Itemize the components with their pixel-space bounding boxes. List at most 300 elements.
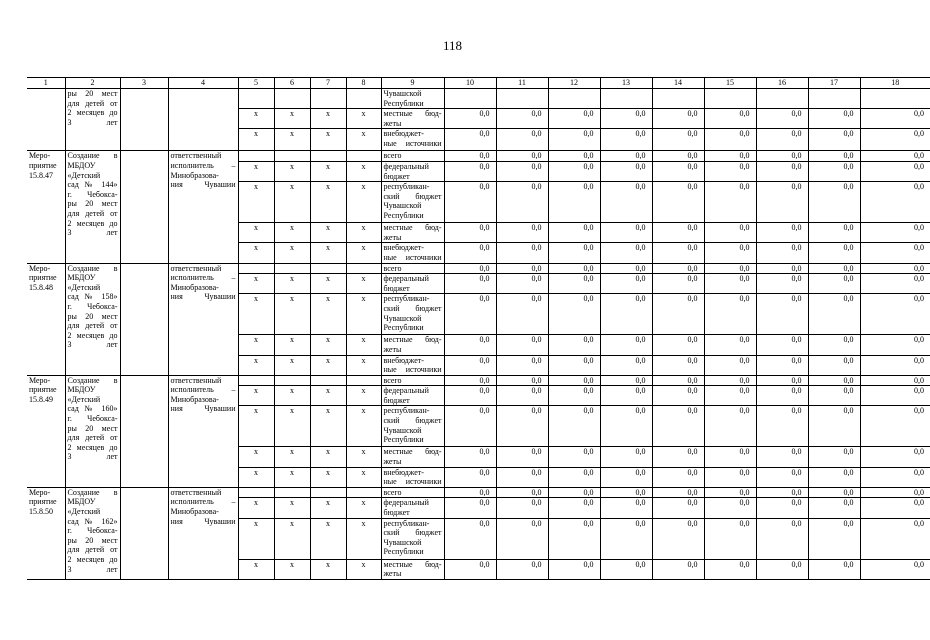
measure-name: Создание в МБДОУ «Детский сад № 144» г. Чебокса- ры 20 мест для детей от 2 месяцев до 3 лет [65,151,120,263]
amount-cell-18: 0,0 [860,375,930,386]
code-cell-7: x [310,335,346,355]
amount-cell-14: 0,0 [652,467,704,487]
deadline-cell [120,263,168,375]
measure-id: Меро- приятие 15.8.50 [27,487,65,579]
amount-cell-11: 0,0 [496,129,548,151]
amount-cell-10: 0,0 [444,294,496,335]
code-cell-7 [310,89,346,109]
amount-cell-12: 0,0 [548,151,600,162]
amount-cell-13: 0,0 [600,129,652,151]
amount-cell-17: 0,0 [808,406,860,447]
code-cell-7: x [310,294,346,335]
amount-cell-18: 0,0 [860,518,930,559]
code-cell-6: x [274,498,310,518]
code-cell-6: x [274,406,310,447]
amount-cell-11: 0,0 [496,109,548,129]
amount-cell-15: 0,0 [704,355,756,375]
amount-cell-17: 0,0 [808,386,860,406]
funding-source: всего [381,487,444,498]
budget-table-body [27,78,930,580]
deadline-cell [120,89,168,151]
amount-cell-13: 0,0 [600,294,652,335]
amount-cell-15 [704,89,756,109]
funding-source: внебюджет- ные источники [381,129,444,151]
amount-cell-15: 0,0 [704,487,756,498]
amount-cell-16: 0,0 [756,406,808,447]
amount-cell-16: 0,0 [756,129,808,151]
code-cell-6 [274,263,310,274]
amount-cell-10: 0,0 [444,518,496,559]
amount-cell-16: 0,0 [756,386,808,406]
code-cell-8: x [346,467,381,487]
code-cell-6: x [274,109,310,129]
amount-cell-12: 0,0 [548,129,600,151]
amount-cell-13: 0,0 [600,161,652,181]
amount-cell-12: 0,0 [548,355,600,375]
code-cell-5: x [238,294,274,335]
measure-id [27,89,65,151]
amount-cell-18: 0,0 [860,223,930,243]
amount-cell-10: 0,0 [444,151,496,162]
code-cell-5: x [238,109,274,129]
code-cell-6: x [274,182,310,223]
amount-cell-18: 0,0 [860,263,930,274]
amount-cell-14: 0,0 [652,355,704,375]
code-cell-7: x [310,447,346,467]
code-cell-7: x [310,129,346,151]
amount-cell-10: 0,0 [444,129,496,151]
amount-cell-15: 0,0 [704,406,756,447]
amount-cell-14: 0,0 [652,487,704,498]
amount-cell-14: 0,0 [652,335,704,355]
amount-cell-14 [652,89,704,109]
amount-cell-18: 0,0 [860,243,930,263]
amount-cell-10: 0,0 [444,355,496,375]
code-cell-7: x [310,498,346,518]
amount-cell-17: 0,0 [808,447,860,467]
code-cell-8: x [346,386,381,406]
amount-cell-12: 0,0 [548,406,600,447]
code-cell-5 [238,487,274,498]
code-cell-7: x [310,467,346,487]
amount-cell-14: 0,0 [652,243,704,263]
amount-cell-12: 0,0 [548,182,600,223]
amount-cell-16: 0,0 [756,274,808,294]
amount-cell-16: 0,0 [756,447,808,467]
amount-cell-11: 0,0 [496,406,548,447]
amount-cell-10: 0,0 [444,467,496,487]
amount-cell-11: 0,0 [496,375,548,386]
amount-cell-11: 0,0 [496,386,548,406]
code-cell-6: x [274,335,310,355]
amount-cell-15: 0,0 [704,498,756,518]
table-row [27,151,930,162]
executor: ответственный исполнитель – Минобразова- ния Чувашии [168,375,238,487]
amount-cell-15: 0,0 [704,447,756,467]
code-cell-5: x [238,386,274,406]
amount-cell-14: 0,0 [652,129,704,151]
code-cell-8: x [346,447,381,467]
amount-cell-13: 0,0 [600,498,652,518]
code-cell-6 [274,487,310,498]
code-cell-5 [238,151,274,162]
executor: ответственный исполнитель – Минобразова- ния Чувашии [168,151,238,263]
amount-cell-12: 0,0 [548,386,600,406]
amount-cell-12: 0,0 [548,487,600,498]
measure-name: Создание в МБДОУ «Детский сад № 160» г. Чебокса- ры 20 мест для детей от 2 месяцев до 3 лет [65,375,120,487]
amount-cell-18: 0,0 [860,498,930,518]
column-header-15: 15 [704,78,756,89]
amount-cell-17: 0,0 [808,274,860,294]
code-cell-5: x [238,223,274,243]
amount-cell-14: 0,0 [652,109,704,129]
amount-cell-15: 0,0 [704,129,756,151]
code-cell-6 [274,151,310,162]
funding-source: местные бюд- жеты [381,447,444,467]
column-header-8: 8 [346,78,381,89]
code-cell-7: x [310,223,346,243]
code-cell-8: x [346,335,381,355]
amount-cell-15: 0,0 [704,559,756,579]
amount-cell-18: 0,0 [860,355,930,375]
funding-source: федеральный бюджет [381,386,444,406]
column-header-1: 1 [27,78,65,89]
column-header-3: 3 [120,78,168,89]
budget-table-container [27,77,924,580]
column-header-2: 2 [65,78,120,89]
amount-cell-16: 0,0 [756,182,808,223]
amount-cell-17: 0,0 [808,223,860,243]
code-cell-5: x [238,182,274,223]
code-cell-8: x [346,406,381,447]
amount-cell-16: 0,0 [756,294,808,335]
code-cell-5: x [238,274,274,294]
amount-cell-17: 0,0 [808,151,860,162]
amount-cell-10: 0,0 [444,375,496,386]
code-cell-8 [346,487,381,498]
column-header-4: 4 [168,78,238,89]
code-cell-8: x [346,294,381,335]
code-cell-8 [346,151,381,162]
code-cell-7: x [310,386,346,406]
amount-cell-10: 0,0 [444,109,496,129]
amount-cell-18: 0,0 [860,386,930,406]
amount-cell-14: 0,0 [652,498,704,518]
amount-cell-13: 0,0 [600,355,652,375]
amount-cell-13: 0,0 [600,182,652,223]
funding-source: всего [381,375,444,386]
code-cell-8 [346,375,381,386]
amount-cell-11: 0,0 [496,151,548,162]
page-number: 118 [442,38,463,53]
funding-source: республикан- ский бюджет Чувашской Республики [381,518,444,559]
amount-cell-11: 0,0 [496,161,548,181]
code-cell-6: x [274,223,310,243]
column-header-9: 9 [381,78,444,89]
code-cell-6: x [274,129,310,151]
measure-name: ры 20 мест для детей от 2 месяцев до 3 лет [65,89,120,151]
amount-cell-18: 0,0 [860,161,930,181]
amount-cell-13: 0,0 [600,151,652,162]
code-cell-7 [310,151,346,162]
code-cell-5: x [238,447,274,467]
amount-cell-18: 0,0 [860,487,930,498]
amount-cell-17: 0,0 [808,487,860,498]
funding-source: республикан- ский бюджет Чувашской Республики [381,406,444,447]
column-header-18: 18 [860,78,930,89]
code-cell-8: x [346,559,381,579]
amount-cell-16: 0,0 [756,263,808,274]
code-cell-7: x [310,518,346,559]
amount-cell-14: 0,0 [652,406,704,447]
code-cell-6: x [274,518,310,559]
funding-source: внебюджет- ные источники [381,467,444,487]
amount-cell-14: 0,0 [652,294,704,335]
amount-cell-14: 0,0 [652,151,704,162]
code-cell-6: x [274,467,310,487]
amount-cell-10 [444,89,496,109]
budget-table [27,77,930,580]
amount-cell-10: 0,0 [444,182,496,223]
funding-source: местные бюд- жеты [381,335,444,355]
code-cell-7 [310,263,346,274]
code-cell-6 [274,89,310,109]
funding-source: Чувашской Республики [381,89,444,109]
code-cell-8: x [346,498,381,518]
column-header-17: 17 [808,78,860,89]
amount-cell-18: 0,0 [860,335,930,355]
executor [168,89,238,151]
amount-cell-13: 0,0 [600,335,652,355]
code-cell-8: x [346,518,381,559]
deadline-cell [120,151,168,263]
amount-cell-10: 0,0 [444,406,496,447]
amount-cell-14: 0,0 [652,263,704,274]
amount-cell-13: 0,0 [600,263,652,274]
amount-cell-11: 0,0 [496,223,548,243]
amount-cell-17: 0,0 [808,182,860,223]
amount-cell-14: 0,0 [652,518,704,559]
amount-cell-15: 0,0 [704,274,756,294]
amount-cell-12: 0,0 [548,559,600,579]
measure-id: Меро- приятие 15.8.47 [27,151,65,263]
funding-source: местные бюд- жеты [381,559,444,579]
amount-cell-12: 0,0 [548,335,600,355]
amount-cell-16: 0,0 [756,243,808,263]
amount-cell-11: 0,0 [496,559,548,579]
amount-cell-16: 0,0 [756,375,808,386]
amount-cell-12: 0,0 [548,161,600,181]
amount-cell-12: 0,0 [548,447,600,467]
amount-cell-10: 0,0 [444,386,496,406]
amount-cell-14: 0,0 [652,386,704,406]
amount-cell-18: 0,0 [860,447,930,467]
column-header-14: 14 [652,78,704,89]
amount-cell-17: 0,0 [808,243,860,263]
amount-cell-12: 0,0 [548,109,600,129]
amount-cell-18: 0,0 [860,151,930,162]
amount-cell-15: 0,0 [704,161,756,181]
amount-cell-16: 0,0 [756,518,808,559]
code-cell-5: x [238,467,274,487]
amount-cell-13 [600,89,652,109]
amount-cell-18: 0,0 [860,182,930,223]
amount-cell-17: 0,0 [808,518,860,559]
code-cell-5 [238,375,274,386]
code-cell-8: x [346,243,381,263]
code-cell-7: x [310,243,346,263]
amount-cell-13: 0,0 [600,559,652,579]
amount-cell-13: 0,0 [600,223,652,243]
amount-cell-11: 0,0 [496,498,548,518]
amount-cell-14: 0,0 [652,274,704,294]
amount-cell-18: 0,0 [860,294,930,335]
deadline-cell [120,487,168,579]
code-cell-6: x [274,243,310,263]
code-cell-7: x [310,406,346,447]
amount-cell-10: 0,0 [444,223,496,243]
amount-cell-13: 0,0 [600,386,652,406]
amount-cell-10: 0,0 [444,263,496,274]
amount-cell-16: 0,0 [756,559,808,579]
code-cell-5: x [238,335,274,355]
amount-cell-12: 0,0 [548,243,600,263]
amount-cell-10: 0,0 [444,243,496,263]
code-cell-7 [310,487,346,498]
amount-cell-11 [496,89,548,109]
funding-source: внебюджет- ные источники [381,355,444,375]
code-cell-5 [238,263,274,274]
code-cell-7: x [310,182,346,223]
amount-cell-14: 0,0 [652,447,704,467]
amount-cell-16: 0,0 [756,151,808,162]
amount-cell-13: 0,0 [600,243,652,263]
executor: ответственный исполнитель – Минобразова- ния Чувашии [168,263,238,375]
column-header-7: 7 [310,78,346,89]
code-cell-6: x [274,274,310,294]
amount-cell-15: 0,0 [704,386,756,406]
amount-cell-15: 0,0 [704,375,756,386]
amount-cell-15: 0,0 [704,263,756,274]
amount-cell-15: 0,0 [704,518,756,559]
amount-cell-15: 0,0 [704,182,756,223]
amount-cell-11: 0,0 [496,243,548,263]
amount-cell-10: 0,0 [444,447,496,467]
amount-cell-12: 0,0 [548,263,600,274]
code-cell-7: x [310,355,346,375]
amount-cell-15: 0,0 [704,223,756,243]
amount-cell-18 [860,89,930,109]
measure-name: Создание в МБДОУ «Детский сад № 162» г. Чебокса- ры 20 мест для детей от 2 месяцев до 3 лет [65,487,120,579]
amount-cell-14: 0,0 [652,559,704,579]
amount-cell-17: 0,0 [808,335,860,355]
code-cell-7: x [310,161,346,181]
amount-cell-14: 0,0 [652,182,704,223]
table-row [27,89,930,109]
amount-cell-16: 0,0 [756,161,808,181]
code-cell-5: x [238,406,274,447]
amount-cell-17: 0,0 [808,109,860,129]
amount-cell-11: 0,0 [496,263,548,274]
amount-cell-17: 0,0 [808,498,860,518]
amount-cell-18: 0,0 [860,109,930,129]
funding-source: федеральный бюджет [381,274,444,294]
amount-cell-17: 0,0 [808,467,860,487]
column-header-5: 5 [238,78,274,89]
code-cell-8: x [346,223,381,243]
amount-cell-13: 0,0 [600,518,652,559]
measure-id: Меро- приятие 15.8.49 [27,375,65,487]
column-header-10: 10 [444,78,496,89]
code-cell-6: x [274,161,310,181]
measure-id: Меро- приятие 15.8.48 [27,263,65,375]
code-cell-5: x [238,161,274,181]
amount-cell-16: 0,0 [756,335,808,355]
amount-cell-17: 0,0 [808,161,860,181]
amount-cell-16: 0,0 [756,498,808,518]
code-cell-7: x [310,559,346,579]
table-row [27,487,930,498]
code-cell-5: x [238,559,274,579]
table-row [27,263,930,274]
amount-cell-15: 0,0 [704,151,756,162]
code-cell-8: x [346,161,381,181]
funding-source: местные бюд- жеты [381,109,444,129]
funding-source: федеральный бюджет [381,161,444,181]
amount-cell-16: 0,0 [756,109,808,129]
funding-source: внебюджет- ные источники [381,243,444,263]
deadline-cell [120,375,168,487]
code-cell-5: x [238,518,274,559]
amount-cell-18: 0,0 [860,467,930,487]
code-cell-7: x [310,274,346,294]
code-cell-5: x [238,129,274,151]
funding-source: всего [381,263,444,274]
amount-cell-10: 0,0 [444,274,496,294]
code-cell-5: x [238,243,274,263]
amount-cell-12: 0,0 [548,274,600,294]
funding-source: федеральный бюджет [381,498,444,518]
amount-cell-12: 0,0 [548,294,600,335]
amount-cell-13: 0,0 [600,487,652,498]
amount-cell-10: 0,0 [444,559,496,579]
table-row [27,375,930,386]
column-header-6: 6 [274,78,310,89]
amount-cell-15: 0,0 [704,243,756,263]
funding-source: республикан- ский бюджет Чувашской Республики [381,294,444,335]
amount-cell-16: 0,0 [756,355,808,375]
amount-cell-13: 0,0 [600,274,652,294]
amount-cell-13: 0,0 [600,375,652,386]
code-cell-7: x [310,109,346,129]
amount-cell-12 [548,89,600,109]
amount-cell-12: 0,0 [548,375,600,386]
code-cell-6: x [274,294,310,335]
code-cell-8 [346,263,381,274]
amount-cell-11: 0,0 [496,335,548,355]
amount-cell-15: 0,0 [704,467,756,487]
amount-cell-13: 0,0 [600,109,652,129]
code-cell-8 [346,89,381,109]
column-header-11: 11 [496,78,548,89]
amount-cell-16 [756,89,808,109]
executor: ответственный исполнитель – Минобразова- ния Чувашии [168,487,238,579]
funding-source: республикан- ский бюджет Чувашской Республики [381,182,444,223]
amount-cell-11: 0,0 [496,467,548,487]
amount-cell-17: 0,0 [808,129,860,151]
amount-cell-11: 0,0 [496,294,548,335]
amount-cell-15: 0,0 [704,294,756,335]
